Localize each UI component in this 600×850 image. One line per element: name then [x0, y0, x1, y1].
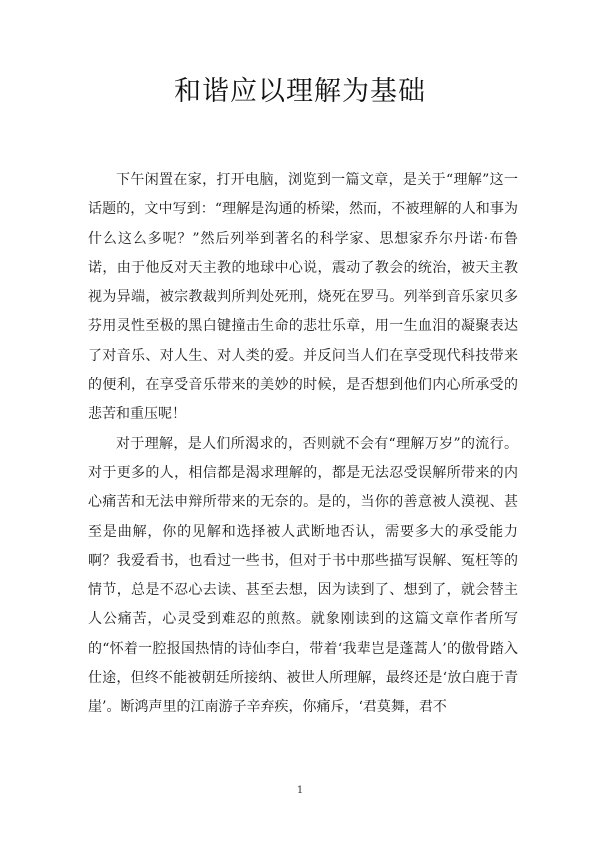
document-title: 和谐应以理解为基础 — [174, 76, 426, 107]
document-body — [88, 166, 518, 723]
page-number: 1 — [296, 785, 304, 796]
paragraph-1: 下午闲置在家，打开电脑，浏览到一篇文章，是关于“理解”这一话题的，文中写到：“理解是沟通的桥梁，然而，不被理解的人和事为什么这么多呢？”然后列举到著名的科学家、思想家乔尔丹诺·布鲁诺，由于他反对天主教的地球中心说，震动了教会的统治，被天主教视为异端，被宗教裁判所判处死刑，烧死在罗马。列举到音乐家贝多芬用灵性至极的黑白键撞击生命的悲壮乐章，用一生血泪的凝聚表达了对音乐、对人生、对人类的爱。并反问当人们在享受现代科技带来的便利，在享受音乐带来的美妙的时候，是否想到他们内心所承受的悲苦和重压呢！ — [88, 172, 518, 423]
paragraph-2: 对于理解，是人们所渴求的，否则就不会有“理解万岁”的流行。对于更多的人，相信都是渴求理解的，都是无法忍受误解所带来的内心痛苦和无法申辩所带来的无奈的。是的，当你的善意被人漠视、甚至是曲解，你的见解和选择被人武断地否认，需要多大的承受能力啊？我爱看书，也看过一些书，但对于书中那些描写误解、冤枉等的情节，总是不忍心去读、甚至去想，因为读到了、想到了，就会替主人公痛苦，心灵受到难忍的煎熬。就象刚读到的这篇文章作者所写的“怀着一腔报国热情的诗仙李白，带着‘我辈岂是蓬蒿人’的傲骨踏入仕途，但终不能被朝廷所接纳、被世人所理解，最终还是‘放白鹿于青崖’。断鸿声里的江南游子辛弃疾，你痛斥，‘君莫舞，君不 — [88, 435, 518, 716]
